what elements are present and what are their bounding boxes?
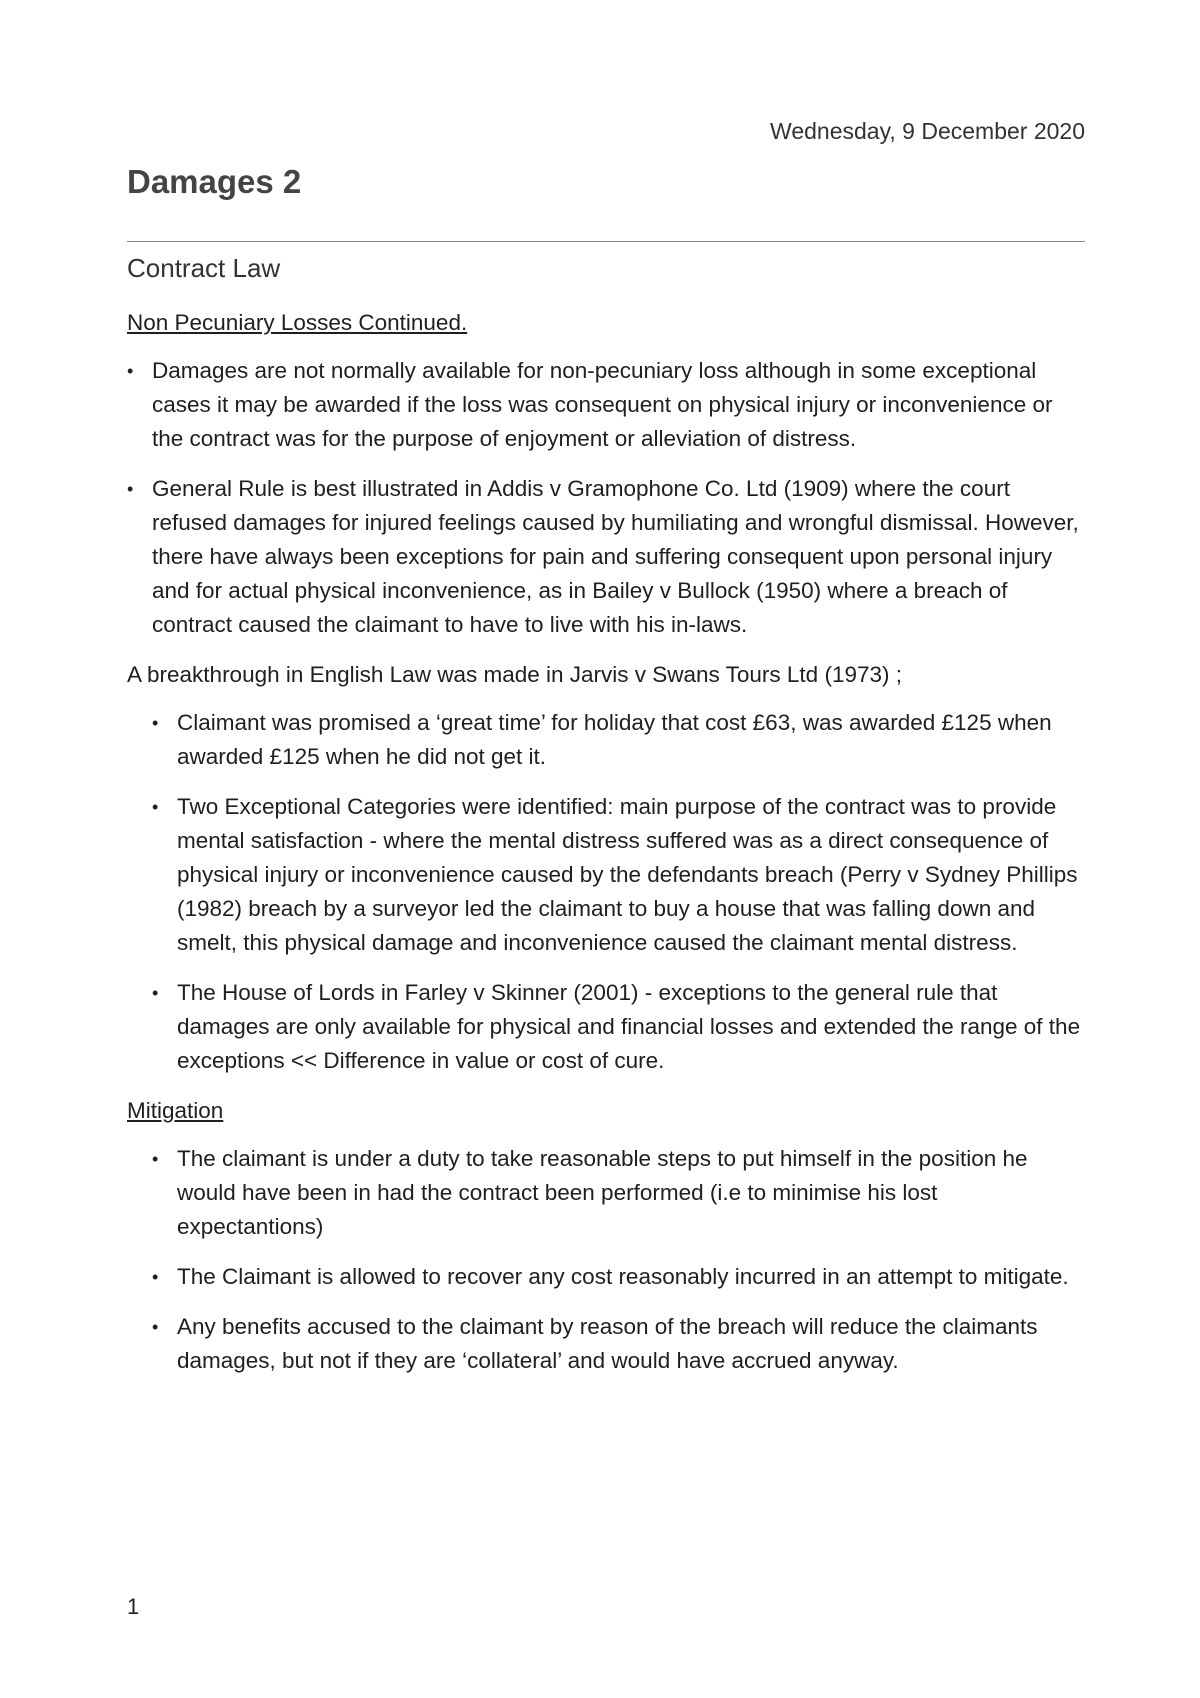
- bullet-icon: •: [152, 983, 159, 1003]
- bullet-icon: •: [152, 1267, 159, 1287]
- list-item-text: The Claimant is allowed to recover any cost reasonably incurred in an attempt to mitigate.: [177, 1264, 1069, 1289]
- mitigation-list: [127, 1142, 1087, 1378]
- title-divider: [127, 241, 1085, 242]
- list-item: [152, 706, 1087, 774]
- list-item-text: The House of Lords in Farley v Skinner (2001) - exceptions to the general rule that damages are only available for physical and financial losses and extended the range of the exceptions << Difference in value or cost of cure.: [177, 980, 1081, 1073]
- list-item-text: Damages are not normally available for non-pecuniary loss although in some exceptional cases it may be awarded if the loss was consequent on physical injury or inconvenience or the contract was for the purpose of enjoyment or alleviation of distress.: [152, 358, 1053, 451]
- bullet-icon: •: [152, 797, 159, 817]
- page-number: 1: [127, 1594, 140, 1619]
- list-item-text: Claimant was promised a ‘great time’ for holiday that cost £63, was awarded £125 when awarded £125 when he did not get it.: [177, 710, 1052, 769]
- non-pecuniary-heading: Non Pecuniary Losses Continued.: [127, 310, 468, 335]
- document-date: Wednesday, 9 December 2020: [770, 118, 1085, 144]
- non-pecuniary-list: [127, 354, 1087, 642]
- bullet-icon: •: [152, 1317, 159, 1337]
- bullet-icon: •: [152, 713, 159, 733]
- jarvis-sub-list: [127, 706, 1087, 1078]
- list-item: [127, 354, 1087, 456]
- bullet-icon: •: [152, 1149, 159, 1169]
- list-item: [152, 1260, 1087, 1294]
- list-item: [152, 1310, 1087, 1378]
- list-item: [152, 976, 1087, 1078]
- list-item: [127, 472, 1087, 642]
- list-item-text: Any benefits accused to the claimant by reason of the breach will reduce the claimants damages, but not if they are ‘collateral’ and would have accrued anyway.: [177, 1314, 1038, 1373]
- list-item-text: Two Exceptional Categories were identified: main purpose of the contract was to provide mental satisfaction - where the mental distress suffered was as a direct consequence of physical injury or inconvenience caused by the defendants breach (Perry v Sydney Phillips (1982) breach by a surveyor led the claimant to buy a house that was falling down and smelt, this physical damage and inconvenience caused the claimant mental distress.: [177, 794, 1078, 955]
- breakthrough-paragraph: A breakthrough in English Law was made in Jarvis v Swans Tours Ltd (1973) ;: [127, 662, 902, 687]
- list-item-text: The claimant is under a duty to take reasonable steps to put himself in the position he would have been in had the contract been performed (i.e to minimise his lost expectantions): [177, 1146, 1028, 1239]
- list-item: [152, 1142, 1087, 1244]
- list-item: [152, 790, 1087, 960]
- document-body: [127, 250, 1087, 1394]
- list-item-text: General Rule is best illustrated in Addis v Gramophone Co. Ltd (1909) where the court refused damages for injured feelings caused by humiliating and wrongful dismissal. However, there have always been exceptions for pain and suffering consequent upon personal injury and for actual physical inconvenience, as in Bailey v Bullock (1950) where a breach of contract caused the claimant to have to live with his in-laws.: [152, 476, 1079, 637]
- section-title: Contract Law: [127, 253, 281, 283]
- document-title: Damages 2: [127, 163, 302, 200]
- bullet-icon: •: [127, 361, 134, 381]
- bullet-icon: •: [127, 479, 134, 499]
- mitigation-heading: Mitigation: [127, 1098, 224, 1123]
